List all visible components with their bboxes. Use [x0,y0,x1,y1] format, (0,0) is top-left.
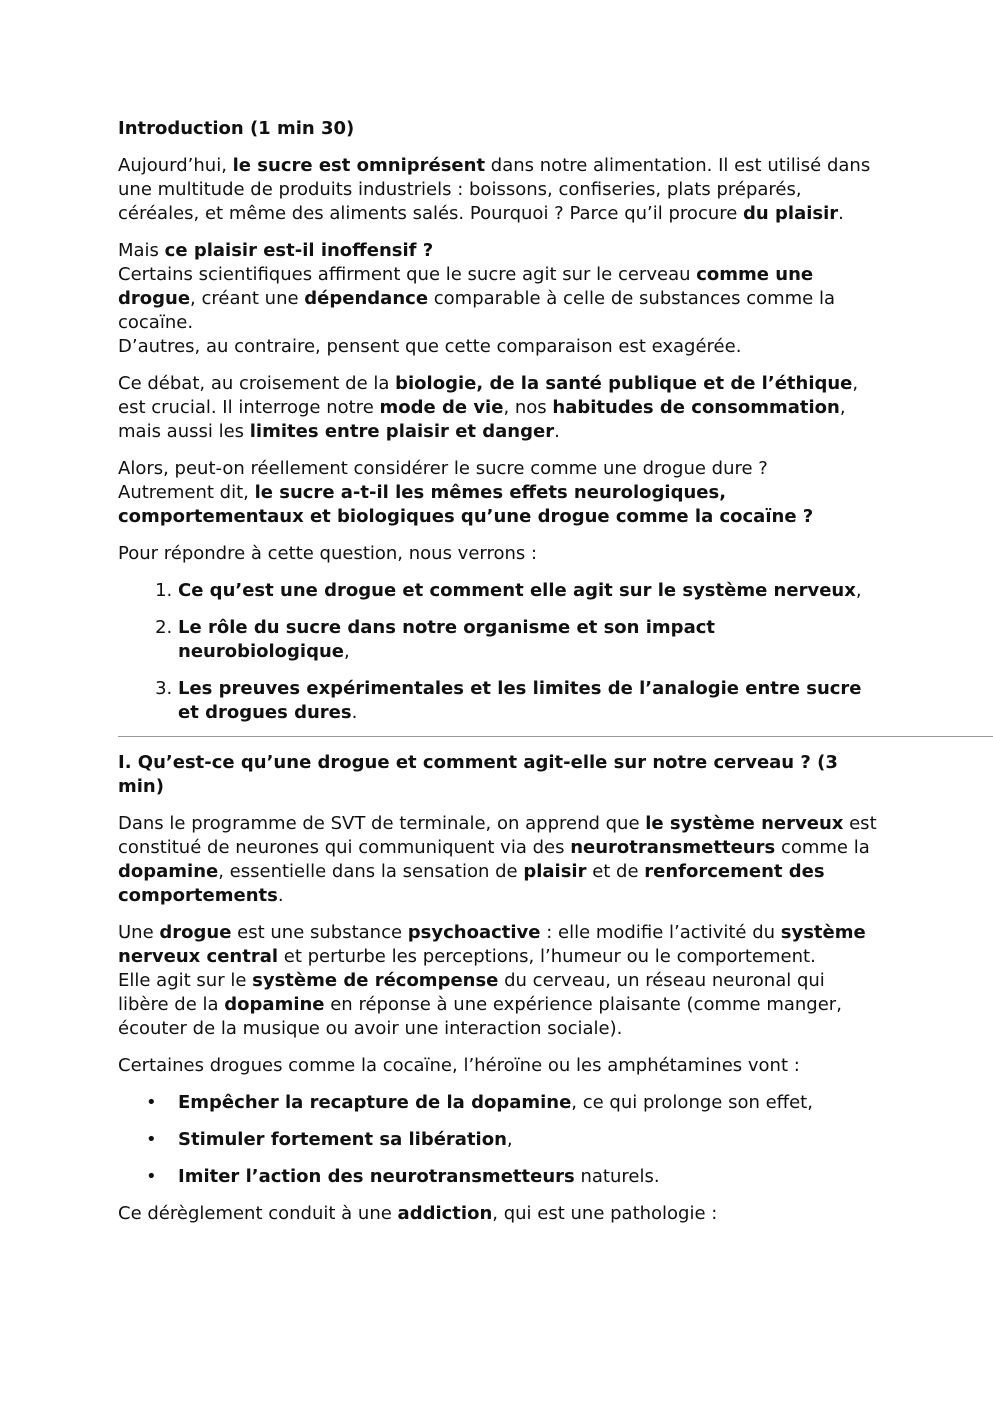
list-item: 1. Ce qu’est une drogue et comment elle agit sur le système nerveux, [178,579,878,603]
paragraph: Mais ce plaisir est-il inoffensif ? Certains scientifiques affirment que le sucre agit sur le cerveau comme une drogue, créant une dépendance comparable à celle de substances comme la cocaïne. D’autres, au contraire, pensent que cette comparaison est exagérée. [118,240,836,357]
horizontal-divider [118,736,993,737]
paragraph: Une drogue est une substance psychoactive : elle modifie l’activité du système nerveux central et perturbe les perceptions, l’humeur ou le comportement. Elle agit sur le système de récompense du cerveau, un réseau neuronal qui libère de la dopamine en réponse à une expérience plaisante (comme manger, écouter de la musique ou avoir une interaction sociale). [118,922,866,1039]
list-item: 2. Le rôle du sucre dans notre organisme et son impact neurobiologique, [178,616,878,664]
list-item: • Imiter l’action des neurotransmetteurs naturels. [146,1166,660,1187]
bullet-icon: • [146,1129,157,1150]
paragraph: Ce dérèglement conduit à une addiction, qui est une pathologie : [118,1203,718,1224]
section-heading: I. Qu’est-ce qu’une drogue et comment agit-elle sur notre cerveau ? (3 min) [118,752,838,797]
paragraph: Aujourd’hui, le sucre est omniprésent dans notre alimentation. Il est utilisé dans une multitude de produits industriels : boissons, confiseries, plats préparés, céréales, et même des aliments salés. Pourquoi ? Parce qu’il procure du plaisir. [118,155,871,224]
list-item: • Empêcher la recapture de la dopamine, ce qui prolonge son effet, [146,1092,813,1113]
list-item: • Stimuler fortement sa libération, [146,1129,513,1150]
bullet-icon: • [146,1092,157,1113]
bullet-icon: • [146,1166,157,1187]
paragraph: Pour répondre à cette question, nous verrons : [118,543,538,564]
section-1 [118,751,878,1239]
paragraph: Alors, peut-on réellement considérer le sucre comme une drogue dure ? Autrement dit, le sucre a-t-il les mêmes effets neurologiques, comportementaux et biologiques qu’une drogue comme la cocaïne ? [118,458,814,527]
introduction-section [118,117,878,738]
paragraph: Ce débat, au croisement de la biologie, de la santé publique et de l’éthique, est crucial. Il interroge notre mode de vie, nos habitudes de consommation, mais aussi les limites entre plaisir et danger. [118,373,859,442]
paragraph: Certaines drogues comme la cocaïne, l’héroïne ou les amphétamines vont : [118,1055,800,1076]
list-item: 3. Les preuves expérimentales et les limites de l’analogie entre sucre et drogues dures. [178,677,878,725]
section-heading: Introduction (1 min 30) [118,118,355,139]
plan-list [118,579,878,725]
bullet-list [118,1091,878,1189]
paragraph: Dans le programme de SVT de terminale, on apprend que le système nerveux est constitué de neurones qui communiquent via des neurotransmetteurs comme la dopamine, essentielle dans la sensation de plaisir et de renforcement des comportements. [118,813,877,906]
